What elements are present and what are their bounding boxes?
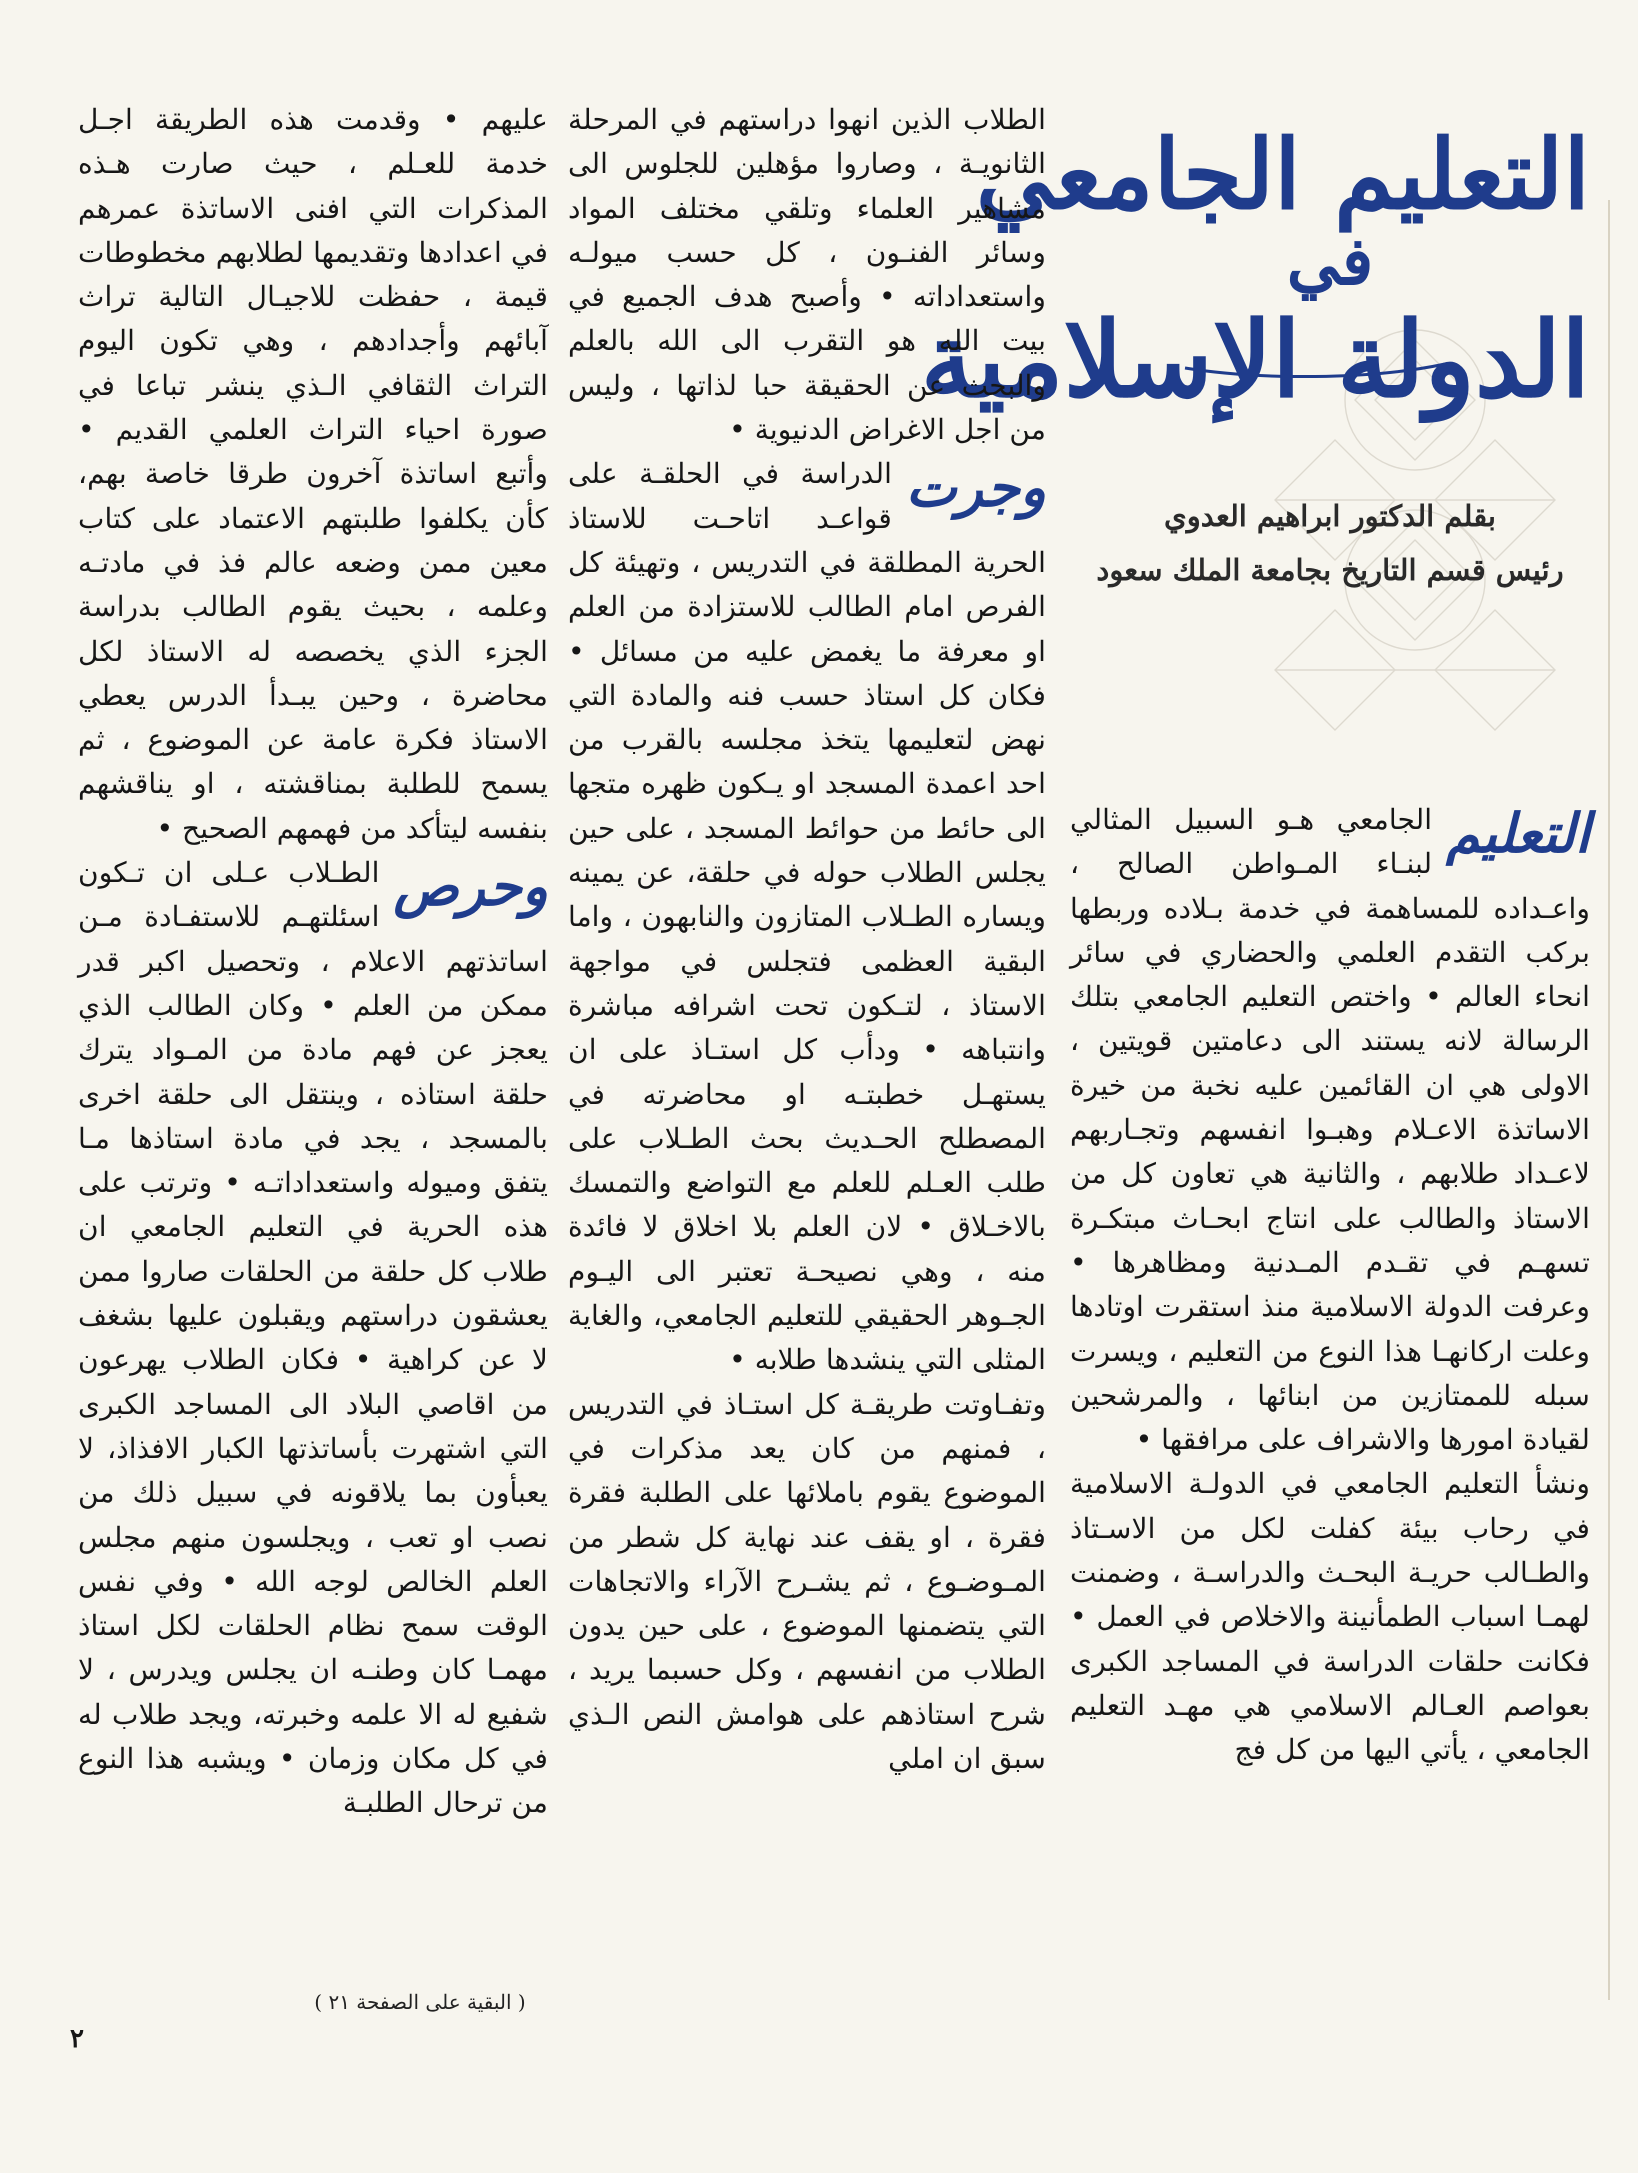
title-line-3: الدولة الإسلامية — [920, 298, 1590, 422]
page-number: ٢ — [70, 2024, 84, 2054]
paragraph: الجامعي هـو السبيل المثالي لبنـاء المـواطن الصالح ، واعـداده للمساهمة في خدمة بـلاده وربطها بركب التقدم العلمي والحضاري في سائر انحاء العالم • واختص التعليم الجامعي بتلك الرسالة لانه يستند الى دعامتين قويتين ، الاولى هي ان القائمين عليه نخبة من خيرة الاساتذة الاعـلام وهبـوا انفسهم وتجـاربهم لاعـداد طلابهم ، والثانية هي تعاون كل من الاستاذ والطالب على انتاج ابحـاث مبتكـرة تسهـم في تقـدم المـدنية ومظاهرها • وعرفت الدولة الاسلامية منذ استقرت اوتادها وعلت اركانهـا هذا النوع من التعليم ، ويسرت سبله للممتازين من ابنائها ، والمرشحين لقيادة امورها والاشراف على مرافقها • — [1070, 803, 1590, 1457]
paragraph: ونشأ التعليم الجامعي في الدولـة الاسلامية في رحاب بيئة كفلت لكل من الاسـتاذ والطـالب حريـة البحـث والدراسـة ، وضمنت لهمـا اسباب الطمأنينة والاخلاص في العمل • فكانت حلقات الدراسة في المساجد الكبرى بعواصم العـالم الاسلامي هي مهـد التعليم الجامعي ، يأتي اليها من كل فج — [1070, 1467, 1590, 1767]
paragraph: الطـلاب عـلى ان تـكون اسئلتهـم للاستفـادة مـن اساتذتهم الاعلام ، وتحصيل اكبر قدر ممكن من العلم • وكان الطالب الذي يعجز عن فهم مادة من المـواد يترك حلقة استاذه ، وينتقل الى حلقة اخرى بالمسجد ، يجد في مادة استاذها مـا يتفق وميوله واستعداداتـه • وترتب على هذه الحرية في التعليم الجامعي ان طلاب كل حلقة من الحلقات صاروا ممن يعشقون دراستهم ويقبلون عليها بشغف لا عن كراهية • فكان الطلاب يهرعون من اقاصي البلاد الى المساجد الكبرى التي اشتهرت بأساتذتها الكبار الافذاذ، لا يعبأون بما يلاقونه في سبيل ذلك من نصب او تعب ، ويجلسون منهم مجلس العلم الخالص لوجه الله • وفي نفس الوقت سمح نظام الحلقات لكل استاذ مهمـا كان وطنـه ان يجلس ويدرس ، لا شفيع له الا علمه وخبرته، ويجد طلاب له في كل مكان وزمان • ويشبه هذا النوع من ترحال الطلبـة — [78, 856, 548, 1820]
paragraph: وتفـاوتت طريقـة كل استـاذ في التدريس ، فمنهم من كان يعد مذكرات في الموضوع يقوم باملائها على الطلبة فقرة فقرة ، او يقف عند نهاية كل شطر من المـوضـوع ، ثم يشـرح الآراء والاتجاهات التي يتضمنها الموضوع ، على حين يدون الطلاب من انفسهم ، وكل حسبما يريد ، شرح استاذهم على هوامش النص الـذي سبق ان املي — [568, 1387, 1046, 1775]
paragraph: عليهم • وقدمت هذه الطريقة اجـل خدمة للعـلم ، حيث صارت هـذه المذكرات التي افنى الاساتذة عمرهم في اعدادها وتقديمها لطلابهم مخطوطات قيمة ، حفظت للاجيـال التالية تراث آبائهم وأجدادهم ، وهي تكون اليوم التراث الثقافي الـذي ينشر تباعا في صورة احياء التراث العلمي القديم • وأتبع اساتذة آخرون طرقا خاصة بهم، كأن يكلفوا طلبتهم الاعتماد على كتاب معين ممن وضعه عالم فذ في مادتـه وعلمه ، بحيث يقوم الطالب بدراسة الجزء الذي يخصصه له الاستاذ لكل محاضرة ، وحين يبـدأ الدرس يعطي الاستاذ فكرة عامة عن الموضوع ، ثم يسمح للطلبة بمناقشته ، او يناقشهم بنفسه ليتأكد من فهمهم الصحيح • — [78, 103, 548, 845]
continued-note: ( البقية على الصفحة ٢١ ) — [314, 1990, 526, 2014]
section-drop-word: التعليم — [1446, 801, 1590, 865]
title-line-1: التعليم الجامعي — [975, 118, 1590, 231]
section-drop-word: وحرص — [393, 854, 548, 919]
title-line-2: في — [1286, 222, 1374, 301]
section-drop-word: وجرت — [905, 455, 1046, 520]
author-name: بقلم الدكتور ابراهيم العدوي — [1164, 498, 1496, 533]
paragraph: الطلاب الذين انهوا دراستهم في المرحلة الثانويـة ، وصاروا مؤهلين للجلوس الى مشاهير العلماء وتلقي مختلف المواد وسائر الفنـون ، كل حسب ميولـه واستعداداته • وأصبح هدف الجميع في بيت الله هو التقرب الى الله بالعلم والبحث عن الحقيقة حبا لذاتها ، وليس من اجل الاغراض الدنيوية • — [568, 103, 1046, 447]
article-column-middle — [568, 98, 1046, 2028]
page-edge-line — [1608, 200, 1610, 2000]
article-column-left — [78, 98, 548, 2028]
article-column-right — [1070, 798, 1590, 2028]
author-position: رئيس قسم التاريخ بجامعة الملك سعود — [1096, 552, 1564, 587]
paragraph: الدراسة في الحلقـة على قواعـد اتاحـت للاستاذ الحرية المطلقة في التدريس ، وتهيئة كل الفرص امام الطالب للاستزادة من العلم او معرفة ما يغمض عليه من مسائل • فكان كل استاذ حسب فنه والمادة التي نهض لتعليمها يتخذ مجلسه بالقرب من احد اعمدة المسجد او يـكون ظهره متجها الى حائط من حوائط المسجد ، على حين يجلس الطلاب حوله في حلقة، عن يمينه ويساره الطـلاب المتازون والنابهون ، واما البقية العظمى فتجلس في مواجهة الاستاذ ، لتـكون تحت اشرافه مباشرة وانتباهه • ودأب كل استـاذ على ان يستهـل خطبتـه او محاضرته في المصطلح الحـديث بحث الطـلاب على طلب العـلم للعلم مع التواضع والتمسك بالاخـلاق • لان العلم بلا اخلاق لا فائدة منه ، وهي نصيحـة تعتبر الى اليـوم الجـوهر الحقيقي للتعليم الجامعي، والغاية المثلى التي ينشدها طلابه • — [568, 457, 1046, 1377]
byline — [1070, 490, 1590, 597]
